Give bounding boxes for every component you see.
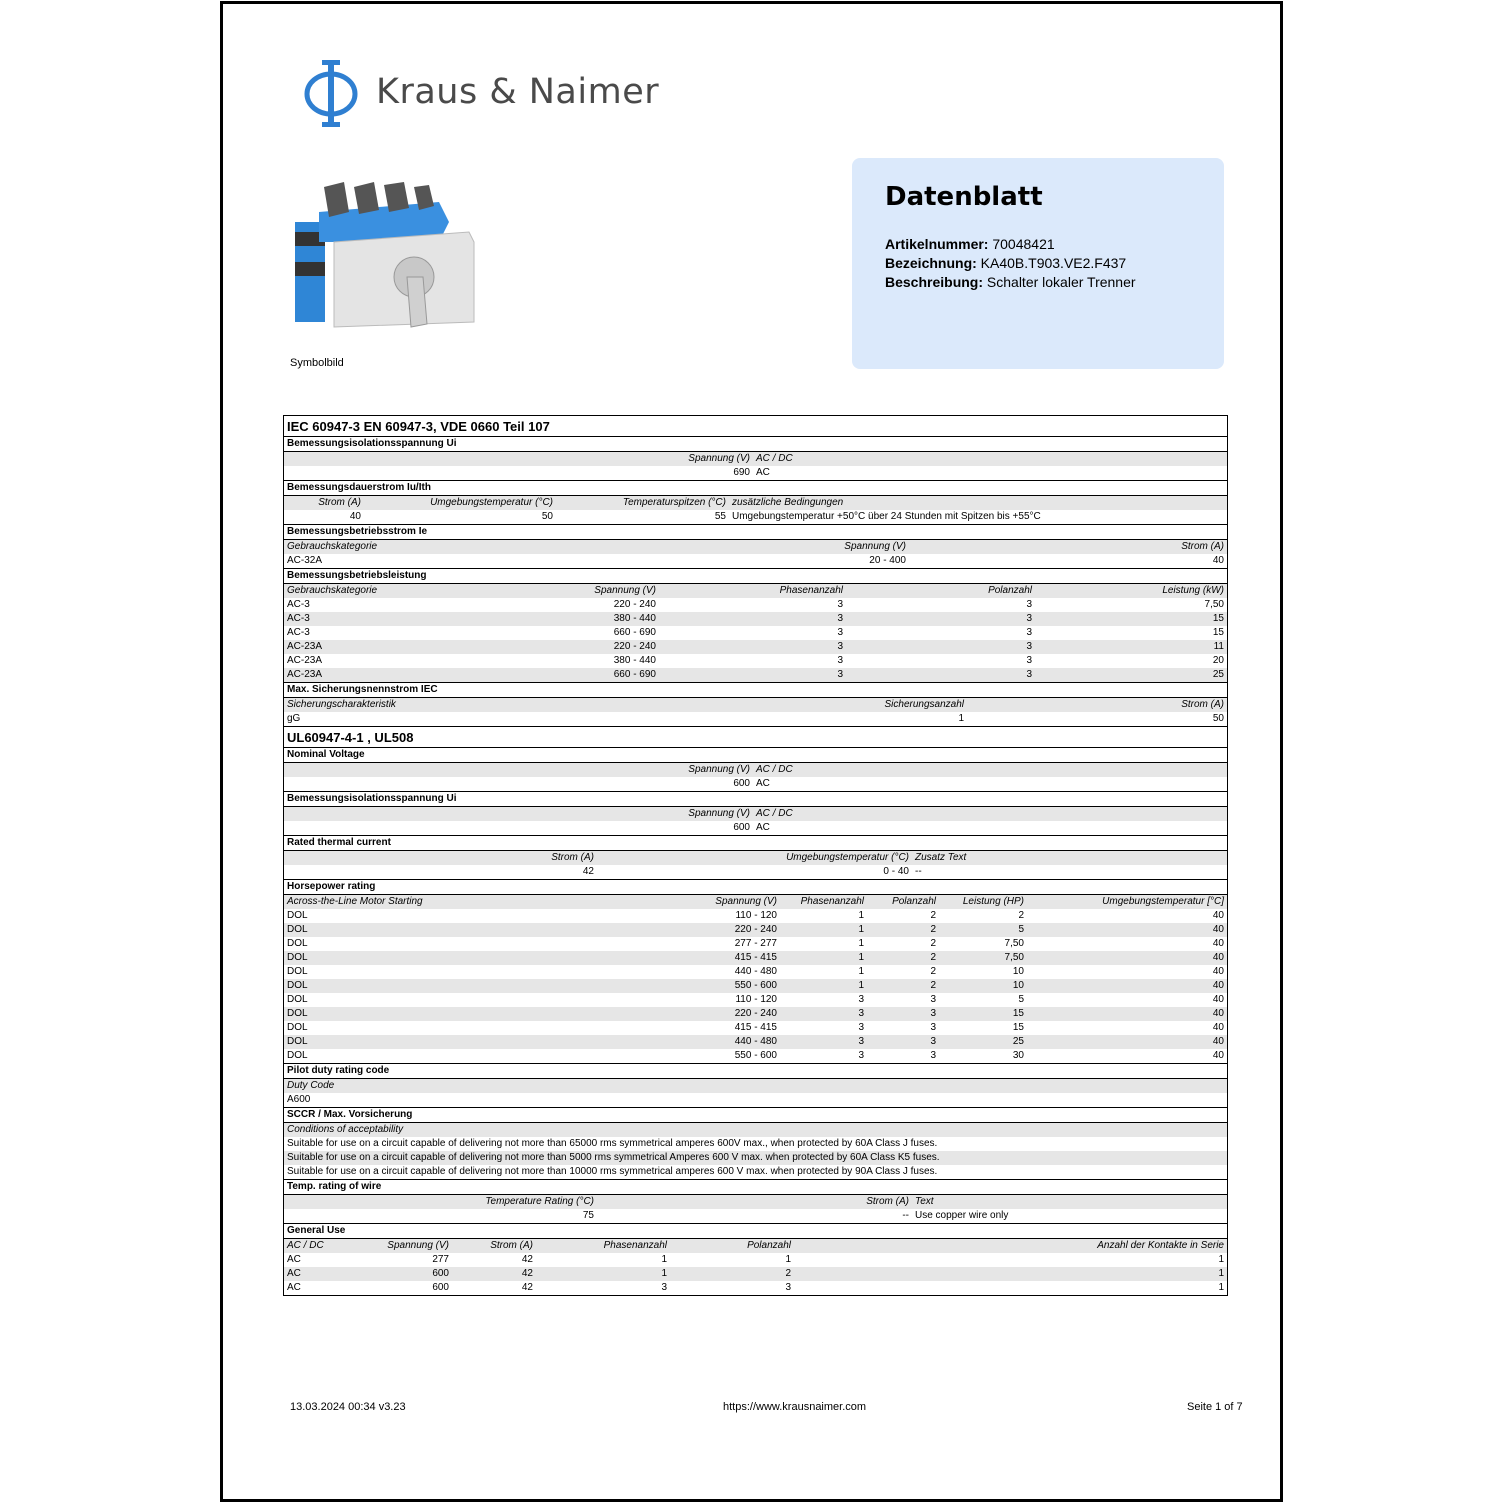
table-cell: 3 (659, 668, 846, 682)
table-cell: 1 (661, 1254, 667, 1265)
column-header: Strom (A) (597, 1195, 912, 1209)
column-header: Gebrauchskategorie (284, 540, 604, 554)
table-row (284, 598, 1227, 612)
iec-fuse-title: Max. Sicherungsnennstrom IEC (284, 682, 1227, 698)
article-number-label: Artikelnummer: (885, 236, 989, 252)
table-cell: 50 (541, 511, 553, 522)
iec-ui-title: Bemessungsisolationsspannung Ui (284, 437, 1227, 452)
designation-label: Bezeichnung: (885, 255, 977, 271)
table-cell: 2 (867, 923, 939, 937)
table-cell: 550 - 600 (734, 1050, 777, 1061)
table-cell: 42 (582, 866, 594, 877)
table-cell: AC-3 (284, 612, 404, 626)
column-header: Text (912, 1195, 1227, 1209)
table-cell: AC-23A (287, 655, 323, 666)
product-image (289, 182, 479, 332)
column-header: Phasenanzahl (659, 584, 846, 598)
table-cell: 15 (1012, 1022, 1024, 1033)
table-row (284, 1035, 1227, 1049)
column-header: Strom (A) (284, 851, 597, 865)
column-header: Phasenanzahl (780, 895, 867, 909)
column-header: Conditions of acceptability (284, 1123, 1227, 1137)
table-cell: 600 (733, 822, 750, 833)
column-header: Spannung (V) (284, 807, 753, 821)
table-cell: 3 (780, 1007, 867, 1021)
column-header: Umgebungstemperatur [°C] (1027, 895, 1227, 909)
table-cell: 600 (733, 778, 750, 789)
table-cell: 40 (1212, 1022, 1224, 1033)
table-cell: 3 (837, 627, 843, 638)
ul-nominal-table (284, 763, 1227, 791)
ul-section-title: UL60947-4-1 , UL508 (284, 726, 1227, 748)
column-header: Phasenanzahl (536, 1239, 670, 1253)
designation (885, 255, 1126, 271)
column-header: Spannung (V) (684, 895, 780, 909)
column-header: AC / DC (284, 1239, 364, 1253)
table-cell: 20 - 400 (869, 555, 906, 566)
table-cell: 2 (670, 1267, 794, 1281)
table-row (284, 1281, 1227, 1295)
iec-section-title: IEC 60947-3 EN 60947-3, VDE 0660 Teil 107 (284, 416, 1227, 437)
table-cell: 220 - 240 (684, 923, 780, 937)
table-cell: 3 (858, 1050, 864, 1061)
column-header: Spannung (V) (404, 584, 659, 598)
table-cell: AC-23A (284, 640, 404, 654)
table-row (284, 1137, 1227, 1151)
table-cell: 600 (432, 1282, 449, 1293)
table-cell: 3 (867, 1035, 939, 1049)
column-header: Strom (A) (452, 1239, 536, 1253)
column-header: Polanzahl (867, 895, 939, 909)
table-row (284, 640, 1227, 654)
table-row (284, 626, 1227, 640)
table-cell: Umgebungstemperatur +50°C über 24 Stunden mit Spitzen bis +55°C (732, 511, 1041, 522)
table-cell: 277 - 277 (734, 938, 777, 949)
description-value: Schalter lokaler Trenner (986, 274, 1136, 290)
ul-ui-title: Bemessungsisolationsspannung Ui (284, 791, 1227, 807)
table-cell: 30 (1012, 1050, 1024, 1061)
ul-thermal-table (284, 851, 1227, 879)
table-cell: DOL (284, 1007, 684, 1021)
table-cell: Use copper wire only (915, 1210, 1009, 1221)
table-cell: AC (756, 467, 770, 478)
ul-nominal-title: Nominal Voltage (284, 748, 1227, 763)
table-cell: 600 (364, 1267, 452, 1281)
column-header: Spannung (V) (284, 763, 753, 777)
table-cell: DOL (287, 966, 308, 977)
company-logo (303, 58, 663, 130)
table-cell: AC (756, 822, 770, 833)
table-cell: 1 (536, 1267, 670, 1281)
table-cell: 25 (939, 1035, 1027, 1049)
table-cell: 3 (858, 1022, 864, 1033)
ul-thermal-title: Rated thermal current (284, 835, 1227, 851)
column-header: Sicherungsanzahl (604, 698, 967, 712)
table-cell: 220 - 240 (404, 640, 659, 654)
table-cell: DOL (284, 923, 684, 937)
table-cell: 40 (349, 511, 361, 522)
table-cell: 3 (867, 1007, 939, 1021)
table-cell: 1 (794, 1267, 1227, 1281)
table-row (284, 654, 1227, 668)
iec-ui-table (284, 452, 1227, 480)
iec-ie-table (284, 540, 1227, 568)
table-row (284, 1253, 1227, 1267)
table-cell: AC (287, 1254, 301, 1265)
description (885, 274, 1136, 290)
table-cell: 550 - 600 (684, 979, 780, 993)
designation-value: KA40B.T903.VE2.F437 (980, 255, 1127, 271)
column-header: Umgebungstemperatur (°C) (364, 496, 556, 510)
ul-pilot-table (284, 1079, 1227, 1107)
column-header: AC / DC (753, 452, 1227, 466)
iec-leistung-title: Bemessungsbetriebsleistung (284, 568, 1227, 584)
ul-general-title: General Use (284, 1223, 1227, 1239)
table-cell: 1 (1218, 1282, 1224, 1293)
table-row (284, 923, 1227, 937)
footer-page-number: Seite 1 of 7 (1187, 1401, 1243, 1413)
column-header: Spannung (V) (604, 540, 909, 554)
article-number (885, 236, 1055, 252)
table-cell: 7,50 (1004, 938, 1024, 949)
iec-leistung-table (284, 584, 1227, 682)
ul-pilot-title: Pilot duty rating code (284, 1063, 1227, 1079)
table-cell: DOL (284, 979, 684, 993)
table-cell: 1 (1218, 1254, 1224, 1265)
column-header: Spannung (V) (284, 452, 753, 466)
table-cell: DOL (284, 951, 684, 965)
table-cell: A600 (287, 1094, 311, 1105)
table-cell: Suitable for use on a circuit capable of delivering not more than 10000 rms symmetrical amperes 600 V max. when protected by 90A Class J fuses. (287, 1166, 938, 1177)
table-cell: 2 (930, 966, 936, 977)
table-row (284, 1165, 1227, 1179)
table-cell: 3 (930, 1050, 936, 1061)
table-cell: 2 (867, 951, 939, 965)
table-cell: 380 - 440 (404, 612, 659, 626)
table-cell: 380 - 440 (613, 655, 656, 666)
table-row (284, 1049, 1227, 1063)
table-cell: DOL (287, 1022, 308, 1033)
column-header: Polanzahl (670, 1239, 794, 1253)
ul-wire-table (284, 1195, 1227, 1223)
table-cell: 220 - 240 (613, 599, 656, 610)
table-cell: 15 (1035, 612, 1227, 626)
table-cell: 277 (432, 1254, 449, 1265)
table-cell: 40 (1212, 994, 1224, 1005)
table-cell: 15 (939, 1007, 1027, 1021)
table-cell: DOL (284, 1035, 684, 1049)
table-cell: -- (915, 866, 922, 877)
article-number-value: 70048421 (992, 236, 1055, 252)
datasheet-title: Datenblatt (885, 182, 1043, 212)
table-cell: 3 (846, 612, 1035, 626)
table-cell: 75 (582, 1210, 594, 1221)
column-header: Strom (A) (284, 496, 364, 510)
iec-ith-title: Bemessungsdauerstrom Iu/Ith (284, 480, 1227, 496)
table-cell: 1 (858, 910, 864, 921)
table-cell: 40 (1212, 966, 1224, 977)
table-cell: DOL (287, 1050, 308, 1061)
table-row (284, 909, 1227, 923)
table-cell: 40 (1027, 923, 1227, 937)
table-cell: 1 (780, 923, 867, 937)
ul-hp-table (284, 895, 1227, 1063)
table-cell: 2 (1018, 910, 1024, 921)
column-header: Gebrauchskategorie (284, 584, 404, 598)
table-cell: 40 (1027, 1007, 1227, 1021)
table-cell: 10 (939, 979, 1027, 993)
table-cell: gG (287, 713, 301, 724)
table-cell: AC-32A (287, 555, 323, 566)
table-cell: 3 (780, 1035, 867, 1049)
table-cell: 3 (930, 994, 936, 1005)
table-cell: 690 (733, 467, 750, 478)
table-cell: DOL (287, 938, 308, 949)
image-caption: Symbolbild (290, 357, 344, 369)
table-cell: 11 (1035, 640, 1227, 654)
ul-sccr-title: SCCR / Max. Vorsicherung (284, 1107, 1227, 1123)
ul-hp-title: Horsepower rating (284, 879, 1227, 895)
table-cell: 40 (1212, 938, 1224, 949)
table-cell: DOL (287, 994, 308, 1005)
column-header: Temperature Rating (°C) (284, 1195, 597, 1209)
column-header: Across-the-Line Motor Starting (284, 895, 684, 909)
footer-date: 13.03.2024 00:34 v3.23 (290, 1401, 406, 1413)
table-cell: Suitable for use on a circuit capable of delivering not more than 5000 rms symmetrical Amperes 600 V max. when protected by 60A Class K5 fuses. (284, 1151, 1227, 1165)
table-cell: 3 (1026, 627, 1032, 638)
ul-wire-title: Temp. rating of wire (284, 1179, 1227, 1195)
table-cell: DOL (287, 910, 308, 921)
table-cell: 40 (1212, 910, 1224, 921)
table-cell: 1 (785, 1254, 791, 1265)
table-cell: 3 (837, 655, 843, 666)
table-cell: 1 (858, 966, 864, 977)
column-header: Strom (A) (967, 698, 1227, 712)
column-header: Spannung (V) (364, 1239, 452, 1253)
table-cell: 10 (1012, 966, 1024, 977)
column-header: Temperaturspitzen (°C) (556, 496, 729, 510)
table-cell: -- (902, 1210, 909, 1221)
table-row (284, 1007, 1227, 1021)
table-cell: 660 - 690 (404, 668, 659, 682)
table-cell: 7,50 (1204, 599, 1224, 610)
table-cell: 220 - 240 (684, 1007, 780, 1021)
column-header: Umgebungstemperatur (°C) (597, 851, 912, 865)
table-cell: 3 (930, 1022, 936, 1033)
table-cell: 3 (837, 599, 843, 610)
table-cell: Suitable for use on a circuit capable of delivering not more than 65000 rms symmetrical amperes 600V max., when protected by 60A Class J fuses. (287, 1138, 938, 1149)
table-cell: AC (284, 1267, 364, 1281)
table-cell: 1 (780, 979, 867, 993)
table-row (284, 965, 1227, 979)
ul-general-table (284, 1239, 1227, 1295)
table-cell: 1 (858, 938, 864, 949)
table-cell: 110 - 120 (735, 910, 777, 921)
table-cell: 25 (1035, 668, 1227, 682)
table-cell: 5 (1018, 994, 1024, 1005)
column-header: Polanzahl (846, 584, 1035, 598)
column-header: Strom (A) (909, 540, 1227, 554)
table-row (284, 1021, 1227, 1035)
brand-name: Kraus & Naimer (376, 72, 660, 112)
column-header: AC / DC (753, 807, 1227, 821)
table-cell: 110 - 120 (735, 994, 777, 1005)
table-cell: AC (287, 1282, 301, 1293)
datasheet-page (220, 1, 1283, 1502)
column-header: Zusatz Text (912, 851, 1227, 865)
table-cell: 2 (867, 979, 939, 993)
table-cell: 3 (659, 612, 846, 626)
table-row (284, 979, 1227, 993)
table-row (284, 1267, 1227, 1281)
table-cell: 3 (659, 640, 846, 654)
table-cell: 0 - 40 (883, 866, 909, 877)
table-cell: 7,50 (939, 951, 1027, 965)
phi-logo-icon (303, 58, 363, 130)
table-cell: 3 (1026, 655, 1032, 666)
table-cell: 40 (1027, 1035, 1227, 1049)
table-cell: 40 (1212, 1050, 1224, 1061)
table-cell: 2 (930, 938, 936, 949)
table-row (284, 612, 1227, 626)
table-cell: 1 (958, 713, 964, 724)
table-cell: 3 (858, 994, 864, 1005)
column-header: Leistung (HP) (939, 895, 1027, 909)
table-cell: 40 (1212, 555, 1224, 566)
table-cell: 660 - 690 (613, 627, 656, 638)
column-header: zusätzliche Bedingungen (729, 496, 1227, 510)
column-header: Leistung (kW) (1035, 584, 1227, 598)
table-cell: AC (756, 778, 770, 789)
table-cell: 5 (939, 923, 1027, 937)
table-row (284, 668, 1227, 682)
table-cell: 40 (1027, 979, 1227, 993)
table-cell: 42 (452, 1267, 536, 1281)
table-cell: 55 (714, 511, 726, 522)
table-cell: 415 - 415 (684, 951, 780, 965)
table-cell: 15 (1212, 627, 1224, 638)
table-cell: 3 (846, 640, 1035, 654)
datasheet-table (283, 415, 1228, 1296)
footer-url[interactable]: https://www.krausnaimer.com (723, 1401, 867, 1413)
table-row (284, 951, 1227, 965)
column-header: Duty Code (284, 1079, 1227, 1093)
table-cell: 40 (1027, 951, 1227, 965)
table-cell: 440 - 480 (734, 966, 777, 977)
table-cell: 1 (780, 951, 867, 965)
table-cell: AC-3 (287, 599, 310, 610)
table-cell: AC-23A (284, 668, 404, 682)
table-cell: 2 (930, 910, 936, 921)
table-cell: 3 (846, 668, 1035, 682)
table-cell: 440 - 480 (684, 1035, 780, 1049)
table-row (284, 993, 1227, 1007)
table-cell: 3 (1026, 599, 1032, 610)
table-cell: 42 (521, 1254, 533, 1265)
column-header: AC / DC (753, 763, 1227, 777)
table-row (284, 937, 1227, 951)
table-cell: 415 - 415 (734, 1022, 777, 1033)
table-cell: 50 (1212, 713, 1224, 724)
description-label: Beschreibung: (885, 274, 984, 290)
column-header: Anzahl der Kontakte in Serie (794, 1239, 1227, 1253)
iec-ie-title: Bemessungsbetriebsstrom Ie (284, 524, 1227, 540)
column-header: Sicherungscharakteristik (284, 698, 604, 712)
datasheet-info-box (852, 158, 1224, 369)
table-cell: 3 (661, 1282, 667, 1293)
ul-ui-table (284, 807, 1227, 835)
iec-fuse-table (284, 698, 1227, 726)
table-cell: 3 (785, 1282, 791, 1293)
table-cell: AC-3 (287, 627, 310, 638)
table-row (284, 1151, 1227, 1165)
ul-sccr-table (284, 1123, 1227, 1179)
table-cell: 20 (1212, 655, 1224, 666)
table-cell: 42 (521, 1282, 533, 1293)
iec-ith-table (284, 496, 1227, 524)
